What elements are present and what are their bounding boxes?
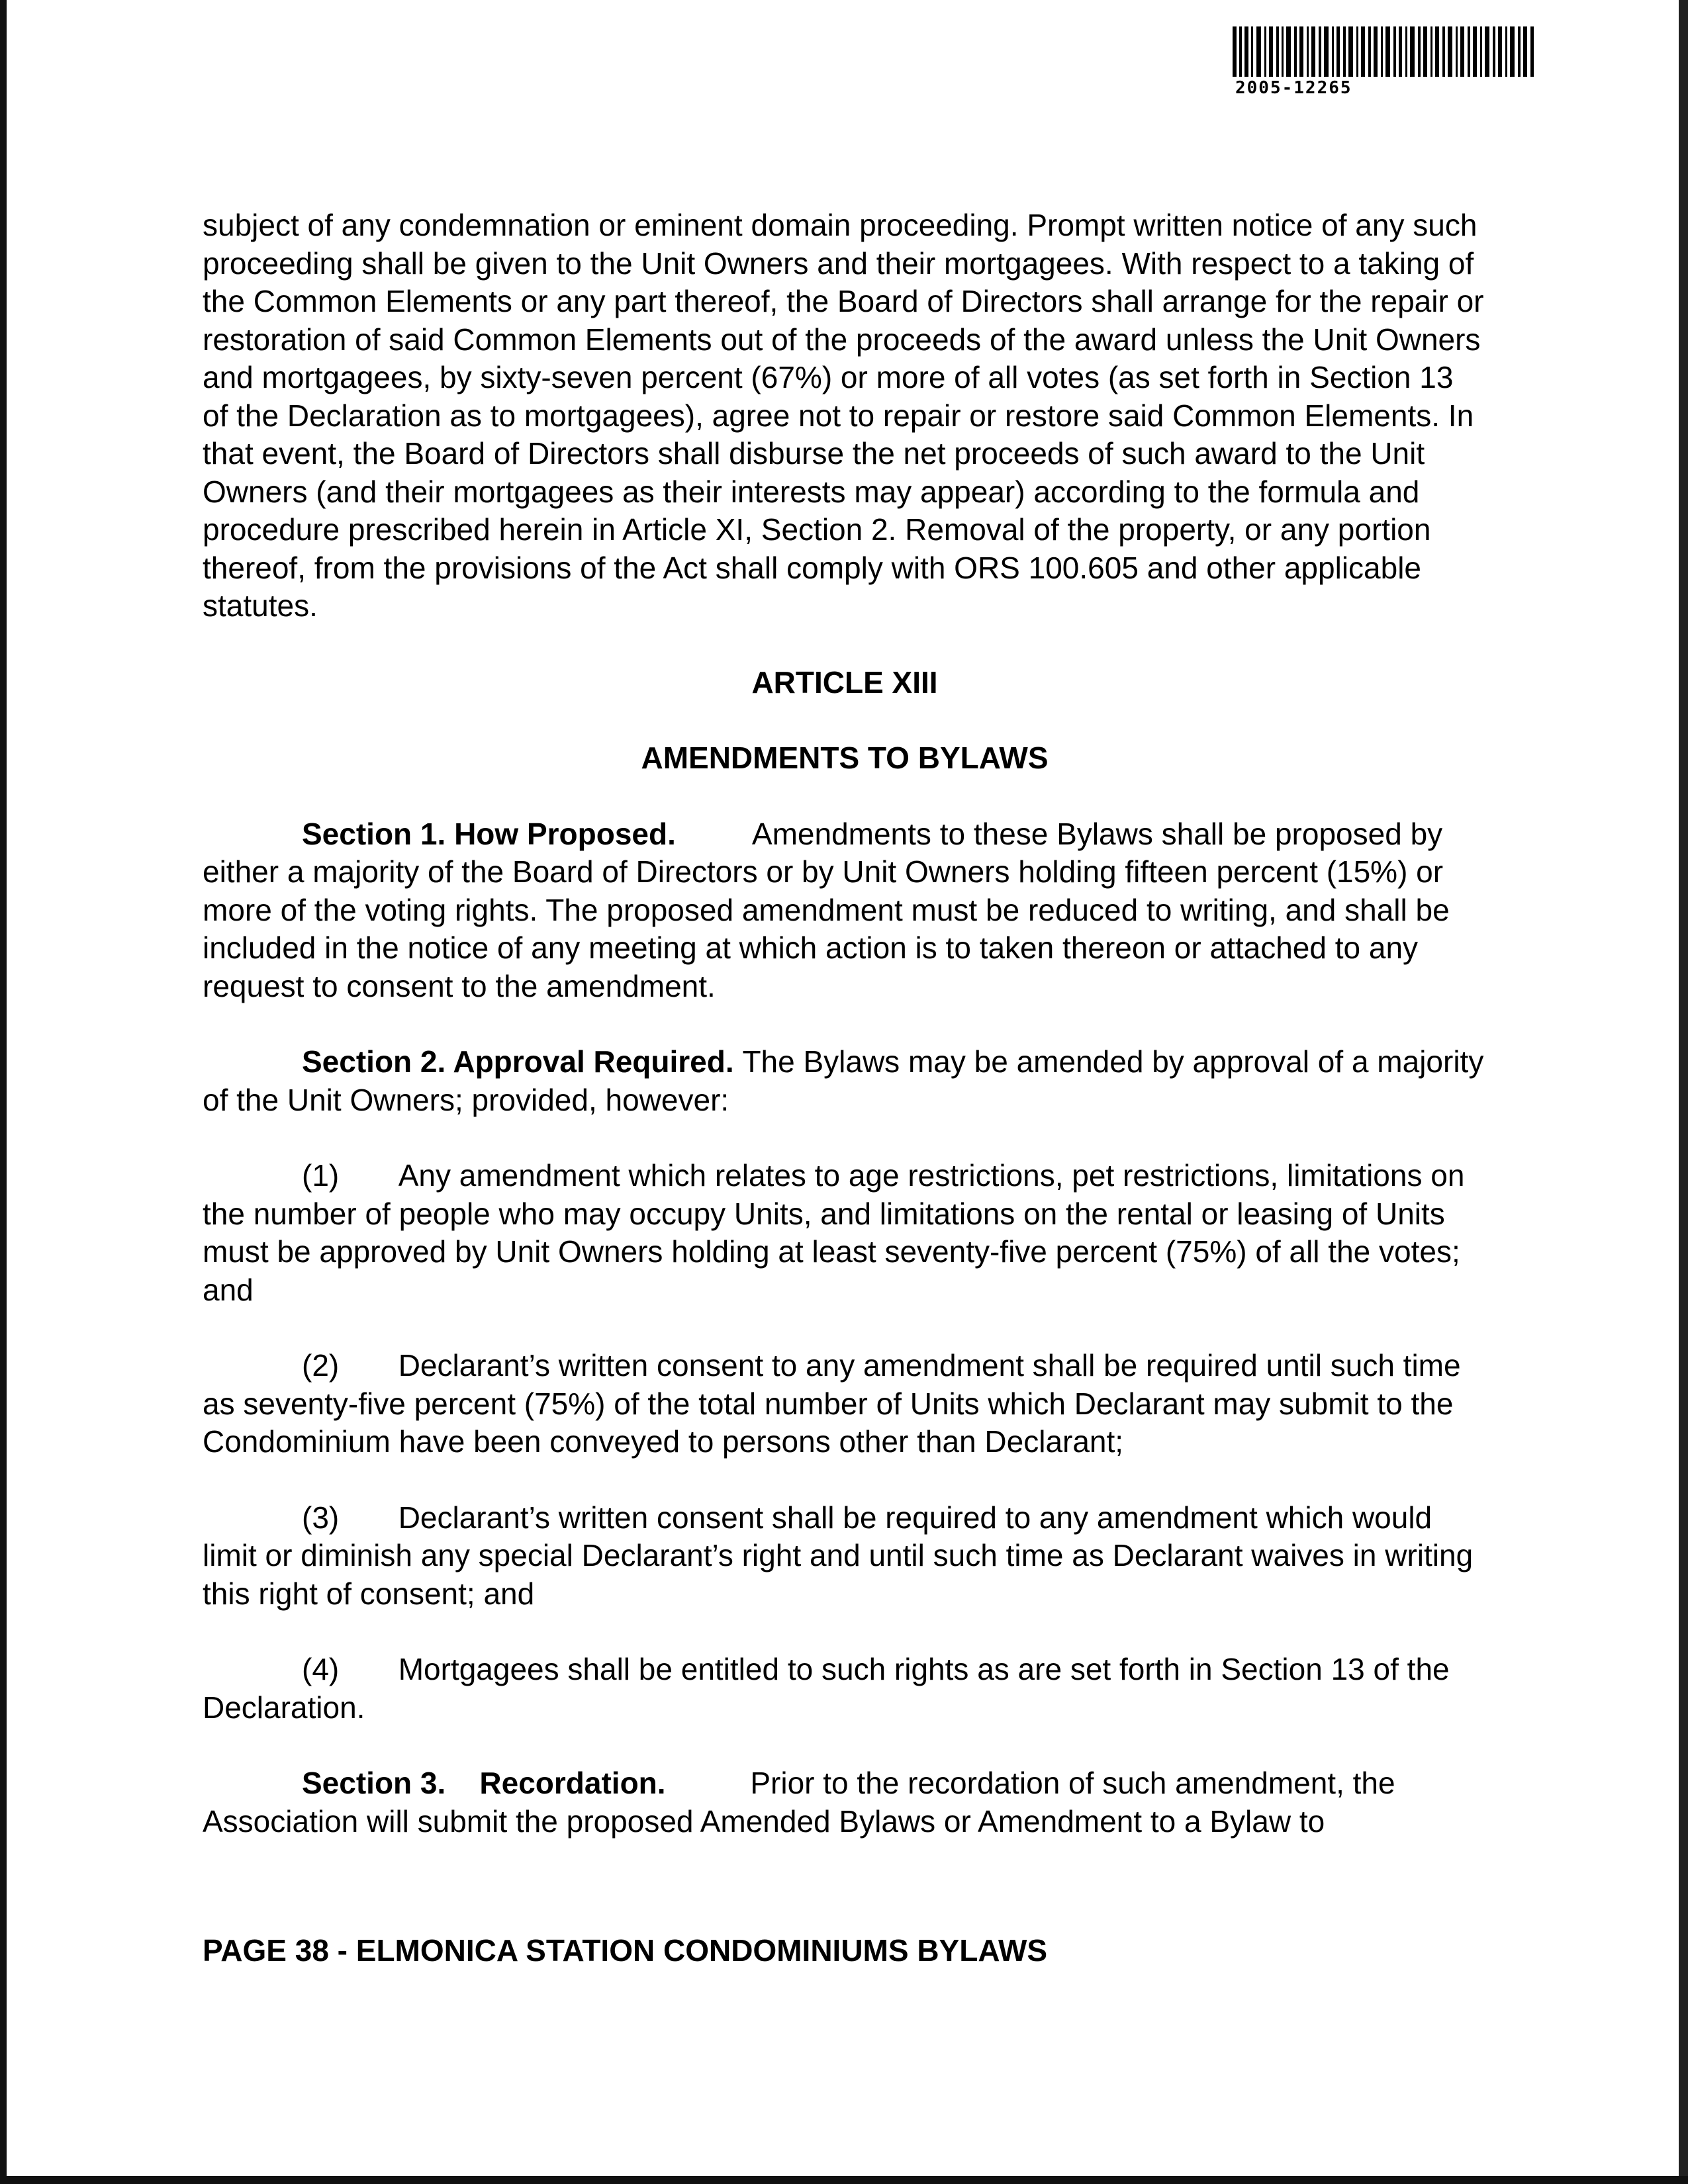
scan-edge-left xyxy=(0,0,7,2184)
scan-edge-bottom xyxy=(0,2176,1688,2184)
list-item-4-text: Mortgagees shall be entitled to such rights as are set forth in Section 13 of the Declaration. xyxy=(203,1652,1450,1725)
list-item-2 xyxy=(203,1347,1487,1461)
document-body xyxy=(203,206,1487,1841)
page-footer: PAGE 38 - ELMONICA STATION CONDOMINIUMS BYLAWS xyxy=(203,1933,1048,1968)
section-2-text: The Bylaws may be amended by approval of a majority of the Unit Owners; provided, however: xyxy=(203,1044,1484,1117)
list-item-4 xyxy=(203,1651,1487,1727)
list-item-3-number: (3) xyxy=(302,1500,340,1535)
scan-edge-right xyxy=(1679,0,1688,2184)
section-1-text: Amendments to these Bylaws shall be proposed by either a majority of the Board of Directors or by Unit Owners holding fifteen percent (15%) or more of the voting rights. The proposed amendment must be reduced to writing, and shall be included in the notice of any meeting at which action is to taken thereon or attached to any request to consent to the amendment. xyxy=(203,816,1450,1003)
section-3-label: Section 3. Recordation. xyxy=(302,1766,666,1800)
article-number: ARTICLE XIII xyxy=(751,664,938,700)
list-item-1-text: Any amendment which relates to age restrictions, pet restrictions, limitations on the number of people who may occupy Units, and limitations on the rental or leasing of Units must be approved by Unit Owners holding at least seventy-five percent (75%) of all the votes; and xyxy=(203,1158,1465,1307)
section-2-label: Section 2. Approval Required. xyxy=(302,1044,734,1079)
section-1-paragraph xyxy=(203,815,1487,1006)
section-3-text: Prior to the recordation of such amendment, the Association will submit the proposed Amended Bylaws or Amendment to a Bylaw to xyxy=(203,1766,1395,1839)
intro-paragraph: subject of any condemnation or eminent domain proceeding. Prompt written notice of any such proceeding shall be given to the Unit Owners and their mortgagees. With respect to a taking of the Common Elements or any part thereof, the Board of Directors shall arrange for the repair or restoration of said Common Elements out of the proceeds of the award unless the Unit Owners and mortgagees, by sixty-seven percent (67%) or more of all votes (as set forth in Section 13 of the Declaration as to mortgagees), agree not to repair or restore said Common Elements. In that event, the Board of Directors shall disburse the net proceeds of such award to the Unit Owners (and their mortgagees as their interests may appear) according to the formula and procedure prescribed herein in Article XI, Section 2. Removal of the property, or any portion thereof, from the provisions of the Act shall comply with ORS 100.605 and other applicable statutes. xyxy=(203,208,1484,623)
section-1-label: Section 1. How Proposed. xyxy=(302,816,676,851)
list-item-3 xyxy=(203,1499,1487,1614)
list-item-2-number: (2) xyxy=(302,1348,340,1383)
list-item-1 xyxy=(203,1157,1487,1309)
list-item-1-number: (1) xyxy=(302,1158,340,1193)
section-2-paragraph xyxy=(203,1043,1487,1119)
list-item-3-text: Declarant’s written consent shall be required to any amendment which would limit or diminish any special Declarant’s right and until such time as Declarant waives in writing this right of consent; and xyxy=(203,1500,1474,1611)
section-3-paragraph xyxy=(203,1764,1487,1841)
list-item-4-number: (4) xyxy=(302,1652,340,1686)
document-number: 2005-12265 xyxy=(1235,78,1352,98)
list-item-2-text: Declarant’s written consent to any amendment shall be required until such time as seventy-five percent (75%) of the total number of Units which Declarant may submit to the Condominium have been conveyed to persons other than Declarant; xyxy=(203,1348,1461,1459)
article-title: AMENDMENTS TO BYLAWS xyxy=(641,741,1049,775)
